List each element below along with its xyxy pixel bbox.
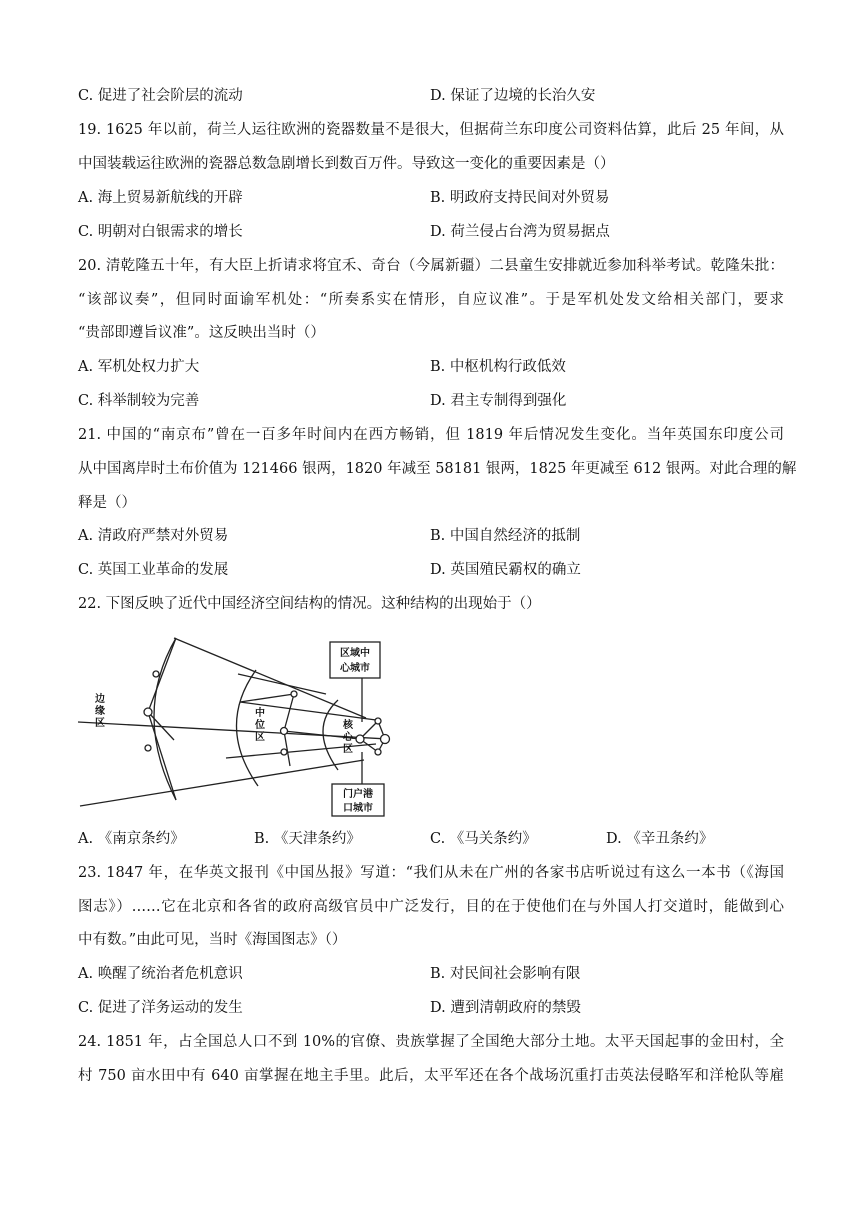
q18-option-d: D. 保证了边境的长治久安 — [430, 88, 596, 104]
boundary-bottom-line — [80, 760, 364, 806]
edge-node — [145, 745, 151, 751]
q21-option-b: B. 中国自然经济的抵制 — [430, 528, 581, 544]
q19-option-d: D. 荷兰侵占台湾为贸易据点 — [430, 224, 610, 240]
q21-option-d: D. 英国殖民霸权的确立 — [430, 562, 581, 578]
edge-zone-label-3: 区 — [95, 718, 105, 729]
core-zone-label-3: 区 — [343, 744, 353, 755]
q20-option-c: C. 科举制较为完善 — [78, 393, 200, 409]
port-city-label-1: 门户港 — [343, 789, 373, 800]
q22-option-b: B. 《天津条约》 — [254, 831, 361, 847]
q18-option-c: C. 促进了社会阶层的流动 — [78, 88, 243, 104]
core-zone-label-2: 心 — [343, 732, 353, 743]
port-city-label-2: 口城市 — [343, 803, 373, 814]
edge-zone-arc — [154, 638, 176, 800]
q19-option-b: B. 明政府支持民间对外贸易 — [430, 190, 610, 206]
q20-option-a: A. 军机处权力扩大 — [78, 359, 200, 375]
q20-option-d: D. 君主专制得到强化 — [430, 393, 567, 409]
edge-zone-label-1: 边 — [95, 694, 105, 705]
core-node — [375, 749, 381, 755]
q19-stem-line-2: 中国装载运往欧洲的瓷器总数急剧增长到数百万件。导致这一变化的重要因素是（） — [78, 156, 615, 172]
q20-option-b: B. 中枢机构行政低效 — [430, 359, 566, 375]
q23-stem-line-2: 图志》）……它在北京和各省的政府高级官员中广泛发行，目的在于使他们在与外国人打交道时，能做到心 — [78, 899, 784, 915]
core-node — [381, 735, 390, 744]
core-node — [356, 735, 364, 743]
q21-stem-line-1: 21. 中国的“南京布”曾在一百多年时间内在西方畅销，但 1819 年后情况发生变化。当年英国东印度公司 — [78, 427, 784, 443]
q22-option-c: C. 《马关条约》 — [430, 831, 537, 847]
q22-option-d: D. 《辛丑条约》 — [606, 831, 714, 847]
q21-stem-line-2: 从中国离岸时土布价值为 121466 银两，1820 年减至 58181 银两，1825 年更减至 612 银两。对此合理的解 — [78, 461, 797, 477]
q21-stem-line-3: 释是（） — [78, 495, 136, 511]
core-node — [375, 718, 381, 724]
q23-stem-line-3: 中有数。”由此可见，当时《海国图志》（） — [78, 932, 347, 948]
edge-node — [144, 708, 152, 716]
q19-stem-line-1: 19. 1625 年以前，荷兰人运往欧洲的瓷器数量不是很大，但据荷兰东印度公司资料估算，此后 25 年间，从 — [78, 122, 784, 138]
middle-node — [281, 728, 288, 735]
middle-zone-label-1: 中 — [255, 708, 265, 719]
q20-stem-line-1: 20. 清乾隆五十年，有大臣上折请求将宜禾、奇台（今属新疆）二县童生安排就近参加科举考试。乾隆朱批： — [78, 258, 784, 274]
economic-structure-diagram — [76, 636, 396, 818]
q20-stem-line-3: “贵部即遵旨议准”。这反映出当时（） — [78, 325, 325, 341]
q22-stem-line-1: 22. 下图反映了近代中国经济空间结构的情况。这种结构的出现始于（） — [78, 596, 541, 612]
edge-node — [153, 671, 159, 677]
q21-option-c: C. 英国工业革命的发展 — [78, 562, 229, 578]
q23-option-a: A. 唤醒了统治者危机意识 — [78, 966, 243, 982]
edge-zone-label-2: 缘 — [95, 706, 105, 717]
middle-node — [281, 749, 287, 755]
q23-option-b: B. 对民间社会影响有限 — [430, 966, 581, 982]
q23-stem-line-1: 23. 1847 年，在华英文报刊《中国丛报》写道：“我们从未在广州的各家书店听说过有这么一本书（《海国 — [78, 865, 784, 881]
middle-zone-label-3: 区 — [255, 732, 265, 743]
q24-stem-line-1: 24. 1851 年，占全国总人口不到 10%的官僚、贵族掌握了全国绝大部分土地。太平天国起事的金田村，全 — [78, 1034, 784, 1050]
q23-option-c: C. 促进了洋务运动的发生 — [78, 1000, 243, 1016]
q22-option-a: A. 《南京条约》 — [78, 831, 185, 847]
q23-option-d: D. 遭到清朝政府的禁毁 — [430, 1000, 581, 1016]
region-center-label-2: 心城市 — [340, 663, 370, 674]
middle-node — [291, 691, 297, 697]
q21-option-a: A. 清政府严禁对外贸易 — [78, 528, 229, 544]
q19-option-a: A. 海上贸易新航线的开辟 — [78, 190, 243, 206]
middle-zone-label-2: 位 — [255, 720, 265, 731]
q24-stem-line-2: 村 750 亩水田中有 640 亩掌握在地主手里。此后，太平军还在各个战场沉重打击英法侵略军和洋枪队等雇 — [78, 1068, 784, 1084]
region-center-label-1: 区域中 — [340, 648, 370, 659]
q19-option-c: C. 明朝对白银需求的增长 — [78, 224, 243, 240]
core-zone-label-1: 核 — [343, 720, 353, 731]
q20-stem-line-2: “该部议奏”，但同时面谕军机处：“所奏系实在情形，自应议准”。于是军机处发文给相关部门，要求 — [78, 292, 784, 308]
